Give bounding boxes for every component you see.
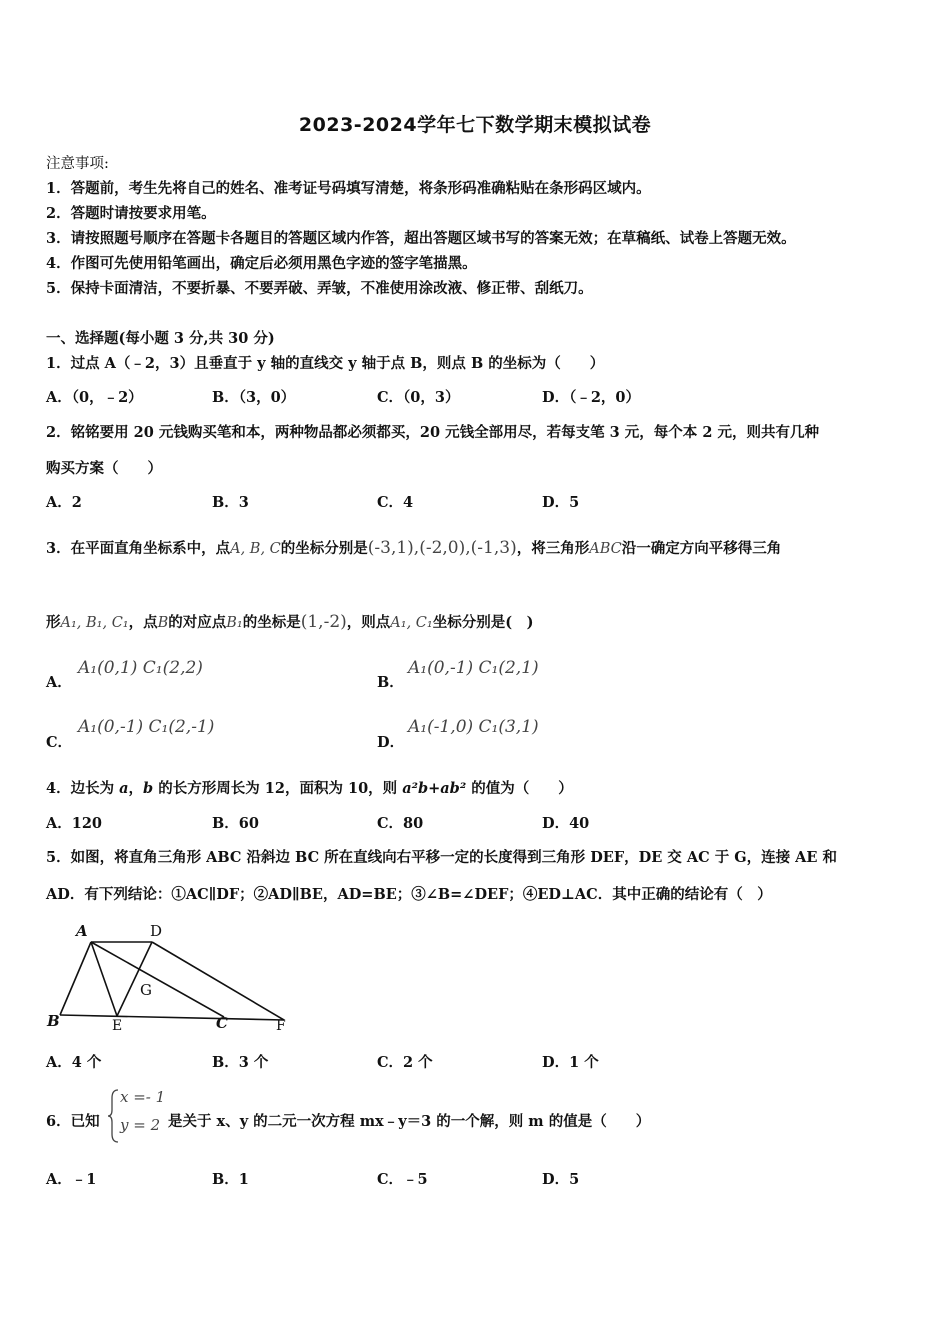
q2-option-b: B．3: [212, 494, 249, 511]
q6-equation-system: [108, 1088, 172, 1144]
q6-text-2: 是关于 x、y 的二元一次方程 mx﹣y＝3 的一个解，则 m 的值是（ ）: [168, 1113, 651, 1130]
q6-equation-y: y = 2: [120, 1116, 161, 1134]
segment-ae: [91, 942, 117, 1016]
q3-points-a1b1c1: A₁, B₁, C₁: [60, 615, 129, 631]
segment-ab: [60, 942, 91, 1015]
notice-item-1: 1．答题前，考生先将自己的姓名、准考证号码填写清楚，将条形码准确粘贴在条形码区域内。: [46, 180, 651, 197]
label-g: G: [140, 981, 152, 999]
q4-text-2: ，: [128, 780, 144, 797]
q3-text-9: ，则点: [346, 614, 391, 631]
q1-stem: 1．过点 A（﹣2，3）且垂直于 y 轴的直线交 y 轴于点 B，则点 B 的坐标为（ ）: [46, 355, 605, 372]
q3-text-8: 的坐标是: [242, 614, 301, 631]
q3-b1-coord: (1,-2): [300, 612, 347, 632]
q4-var-b: b: [143, 780, 154, 797]
q4-text-3: 的长方形周长为 12，面积为 10，则: [153, 780, 403, 797]
notice-item-2: 2．答题时请按要求用笔。: [46, 205, 216, 222]
q3-stem-line2: [46, 611, 533, 632]
q1-option-a: A．（0，﹣2）: [46, 389, 143, 406]
q2-option-a: A．2: [46, 494, 82, 511]
q3-option-a-label: A．: [46, 674, 72, 691]
label-a: A: [76, 922, 88, 940]
q4-stem: [46, 777, 573, 798]
notice-item-5: 5．保持卡面清洁，不要折暴、不要弄破、弄皱，不准使用涂改液、修正带、刮纸刀。: [46, 280, 593, 297]
q6-option-b: B．1: [212, 1171, 249, 1188]
notice-heading: 注意事项:: [46, 156, 109, 172]
q2-option-d: D．5: [542, 494, 580, 511]
q5-option-d: D．1 个: [542, 1054, 599, 1071]
q4-option-b: B．60: [212, 815, 259, 832]
q4-option-d: D．40: [542, 815, 590, 832]
q3-option-b-label: B．: [377, 674, 404, 691]
q5-option-c: C．2 个: [377, 1054, 433, 1071]
segment-bf: [60, 1015, 284, 1020]
q4-option-c: C．80: [377, 815, 424, 832]
q3-text-6: ，点: [128, 614, 158, 631]
q4-var-a: a: [119, 780, 129, 797]
q3-option-d-value: A₁(-1,0) C₁(3,1): [408, 717, 539, 737]
q6-option-d: D．5: [542, 1171, 580, 1188]
q3-text-10: 坐标分别是( ): [432, 614, 534, 631]
q3-text-2: 的坐标分别是: [280, 540, 368, 557]
q6-option-a: A．﹣1: [46, 1171, 97, 1188]
q5-option-a: A．4 个: [46, 1054, 102, 1071]
notice-item-3: 3．请按照题号顺序在答题卡各题目的答题区域内作答，超出答题区域书写的答案无效；在草稿纸、试卷上答题无效。: [46, 230, 796, 247]
q3-option-d-label: D．: [377, 734, 405, 751]
q3-points-a1c1: A₁, C₁: [390, 615, 433, 631]
label-f: F: [276, 1018, 286, 1032]
label-b: B: [47, 1012, 60, 1030]
q1-option-c: C．（0，3）: [377, 389, 460, 406]
q3-text-1: 3．在平面直角坐标系中，点: [46, 540, 231, 557]
q2-stem-line2: 购买方案（ ）: [46, 460, 162, 477]
q6-option-c: C．﹣5: [377, 1171, 428, 1188]
q6-text-1: 6．已知: [46, 1113, 100, 1130]
q3-triangle-abc: ABC: [589, 541, 622, 557]
q3-point-b1: B₁: [226, 615, 243, 631]
q4-text-1: 4．边长为: [46, 780, 120, 797]
q3-text-5: 形: [46, 614, 61, 631]
label-c: C: [216, 1014, 228, 1032]
q3-text-4: 沿一确定方向平移得三角: [621, 540, 782, 557]
q3-stem-line1: [46, 537, 781, 558]
q3-points-abc: A, B, C: [230, 541, 281, 557]
q3-option-b-value: A₁(0,-1) C₁(2,1): [408, 658, 539, 678]
q3-point-b: B: [157, 615, 169, 631]
q3-option-c-label: C．: [46, 734, 73, 751]
q4-text-4: 的值为（ ）: [466, 780, 573, 797]
segment-df: [152, 942, 284, 1020]
q3-option-c-value: A₁(0,-1) C₁(2,-1): [78, 717, 215, 737]
q4-expression: a²b+ab²: [402, 780, 467, 797]
label-d: D: [150, 922, 163, 940]
q2-option-c: C．4: [377, 494, 414, 511]
label-e: E: [112, 1018, 123, 1032]
q3-option-a-value: A₁(0,1) C₁(2,2): [78, 658, 203, 678]
q2-stem-line1: 2．铭铭要用 20 元钱购买笔和本，两种物品都必须都买，20 元钱全部用尽，若每支笔 3 元，每个本 2 元，则共有几种: [46, 424, 819, 441]
section-heading: 一、选择题(每小题 3 分,共 30 分): [46, 330, 275, 347]
q5-figure: [44, 920, 294, 1032]
page-title: 2023-2024学年七下数学期末模拟试卷: [298, 114, 652, 136]
q3-text-7: 的对应点: [168, 614, 227, 631]
q3-coords: (-3,1),(-2,0),(-1,3): [367, 538, 517, 558]
q4-option-a: A．120: [46, 815, 103, 832]
q3-text-3: ，将三角形: [516, 540, 590, 557]
segment-ac: [91, 942, 224, 1017]
q5-option-b: B．3 个: [212, 1054, 269, 1071]
q1-option-d: D．（﹣2，0）: [542, 389, 641, 406]
q5-stem-line1: 5．如图，将直角三角形 ABC 沿斜边 BC 所在直线向右平移一定的长度得到三角形 DEF，DE 交 AC 于 G，连接 AE 和: [46, 849, 838, 866]
q1-option-b: B．（3，0）: [212, 389, 296, 406]
notice-item-4: 4．作图可先使用铅笔画出，确定后必须用黑色字迹的签字笔描黑。: [46, 255, 477, 272]
q5-stem-line2: AD．有下列结论：①AC∥DF；②AD∥BE，AD=BE；③∠B=∠DEF；④ED⊥AC．其中正确的结论有（ ）: [46, 886, 772, 903]
brace-icon: [108, 1088, 120, 1144]
segment-de: [117, 942, 152, 1016]
q6-equation-x: x =- 1: [120, 1088, 166, 1106]
